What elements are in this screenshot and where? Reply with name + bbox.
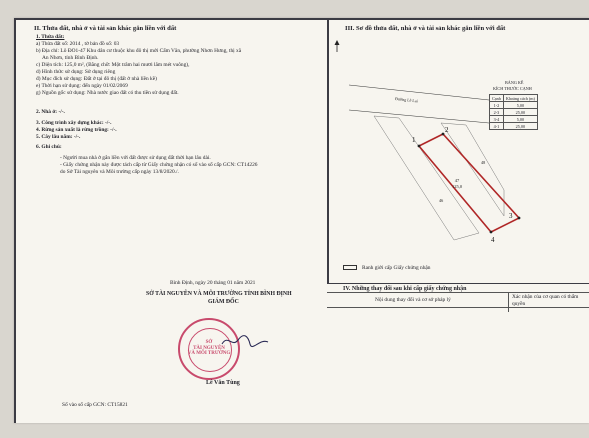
neighbor-parcel-left <box>374 116 479 240</box>
table-row: 2-3 25,00 <box>490 109 538 116</box>
edge-length-table <box>489 94 538 130</box>
length-col-header: Khoảng cách (m) <box>503 95 537 102</box>
usage-purpose: đ) Mục đích sử dụng: Đất ở tại đô thị (đất ở nhà liền kề) <box>36 76 157 82</box>
note-line-2: - Giấy chứng nhận này được tách cấp từ Giấy chứng nhận có số vào sổ cấp GCN: CT14226 <box>60 162 258 168</box>
section-divider <box>327 283 589 284</box>
section4-title: IV. Những thay đổi sau khi cấp giấy chứng nhận <box>343 286 467 292</box>
house-item: 2. Nhà ở: -/-. <box>36 109 65 115</box>
section3-title: III. Sơ đồ thửa đất, nhà ở và tài sản khác gắn liền với đất <box>345 25 506 32</box>
changes-table-col-divider <box>508 292 509 312</box>
table-row: 3-4 5,00 <box>490 116 538 123</box>
register-number: Số vào sổ cấp GCN: CT15821 <box>62 402 128 408</box>
changes-confirmation-header: Xác nhận của cơ quan có thẩm quyền <box>512 294 579 307</box>
parcel-address: b) Địa chỉ: Lô ĐO1-47 Khu dân cư thuộc khu đô thị mới Cẩm Văn, phường Nhơn Hưng, thị xã <box>36 48 242 54</box>
land-parcel-heading: 1. Thửa đất: <box>36 34 65 40</box>
table-row: 4-1 25,00 <box>490 123 538 130</box>
director-name: Lê Văn Tùng <box>206 380 240 386</box>
note-line-1: - Người mua nhà ở gắn liền với đất được sử dụng đất thời hạn lâu dài. <box>60 155 211 161</box>
section2-title: II. Thửa đất, nhà ở và tài sản khác gắn liền với đất <box>34 25 177 32</box>
neighbor-right-id: 48 <box>481 160 486 165</box>
north-arrow-icon <box>335 40 340 52</box>
usage-term: e) Thời hạn sử dụng: đến ngày 01/02/2069 <box>36 83 128 89</box>
edge-table-title: BẢNG KÊ <box>505 80 524 85</box>
notes-heading: 6. Ghi chú: <box>36 144 62 150</box>
other-construction-item: 3. Công trình xây dựng khác: -/-. <box>36 120 112 126</box>
note-line-3: do Sở Tài nguyên và Môi trường cấp ngày 13/8/2020./. <box>60 169 179 175</box>
parcel-address-cont: An Nhơn, tỉnh Bình Định. <box>42 55 99 61</box>
parcel-boundary <box>419 134 519 232</box>
issuing-authority: SỞ TÀI NGUYÊN VÀ MÔI TRƯỜNG TỈNH BÌNH ĐỊNH <box>146 291 292 297</box>
boundary-legend-swatch <box>343 265 357 270</box>
point-4-label: 4 <box>491 236 495 244</box>
director-title: GIÁM ĐỐC <box>208 299 239 305</box>
neighbor-left-id: 46 <box>439 198 444 203</box>
point-1-label: 1 <box>412 136 416 144</box>
neighbor-parcel-right <box>441 123 504 216</box>
point-2-label: 2 <box>445 126 449 134</box>
changes-content-header: Nội dung thay đổi và cơ sở pháp lý <box>375 297 451 303</box>
point-3-label: 3 <box>509 212 513 220</box>
usage-origin: g) Nguồn gốc sử dụng: Nhà nước giao đất có thu tiền sử dụng đất. <box>36 90 179 96</box>
perennial-tree-item: 5. Cây lâu năm: -/-. <box>36 134 81 140</box>
boundary-legend-label: Ranh giới cấp Giấy chứng nhận <box>362 265 431 271</box>
seal-line-1: SỞ <box>205 340 213 345</box>
edge-col-header: Cạnh <box>490 95 504 102</box>
road-line-bottom <box>349 110 489 123</box>
issue-date: Bình Định, ngày 20 tháng 01 năm 2021 <box>170 280 256 286</box>
parcel-area-label: 125,0 <box>451 184 463 189</box>
usage-form: d) Hình thức sử dụng: Sử dụng riêng <box>36 69 116 75</box>
parcel-area: c) Diện tích: 125,0 m², (Bằng chữ: Một trăm hai mươi lăm mét vuông), <box>36 62 190 68</box>
seal-line-3: VÀ MÔI TRƯỜNG <box>187 351 231 357</box>
edge-table-subtitle: KÍCH THƯỚC CẠNH <box>493 86 532 91</box>
road-label: Đường Lê Lai <box>394 96 419 104</box>
director-signature <box>220 332 270 350</box>
road-line-top <box>349 85 489 100</box>
seal-line-2: TÀI NGUYÊN <box>193 345 225 351</box>
planted-forest-item: 4. Rừng sản xuất là rừng trồng: -/-. <box>36 127 117 133</box>
parcel-number: a) Thửa đất số: 2014 , tờ bản đồ số: 03 <box>36 41 120 47</box>
parcel-id: 47 <box>454 178 460 183</box>
table-row: 1-2 5,00 <box>490 102 538 109</box>
